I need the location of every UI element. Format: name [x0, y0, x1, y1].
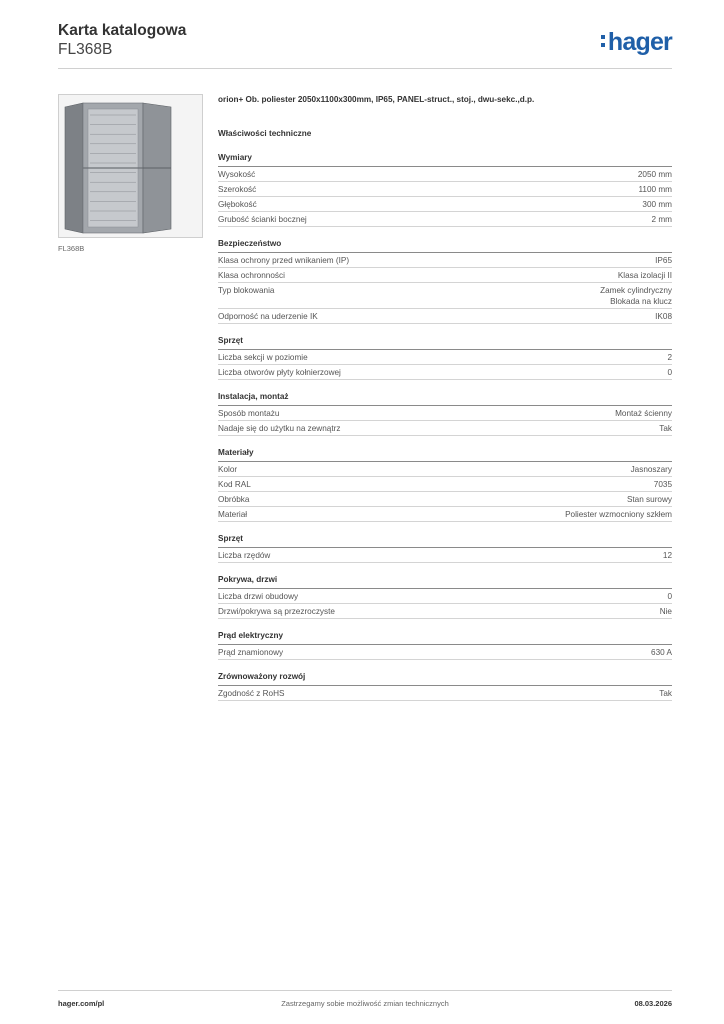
spec-section — [218, 238, 672, 324]
spec-row — [218, 365, 672, 380]
spec-value-line: 7035 — [653, 479, 672, 489]
spec-section — [218, 574, 672, 619]
spec-row — [218, 309, 672, 324]
spec-value-line: 300 mm — [642, 199, 672, 209]
footer-note: Zastrzegamy sobie możliwość zmian technicznych — [281, 999, 449, 1008]
image-caption: FL368B — [58, 244, 85, 253]
spec-value — [667, 352, 672, 363]
cabinet-illustration-icon — [59, 95, 202, 237]
spec-value — [600, 285, 672, 307]
spec-row — [218, 604, 672, 619]
spec-value-line: 0 — [667, 591, 672, 601]
spec-label: Obróbka — [218, 494, 250, 504]
spec-section — [218, 630, 672, 660]
spec-label: Klasa ochronności — [218, 270, 285, 280]
page-footer — [58, 990, 672, 1011]
spec-label: Liczba otworów płyty kołnierzowej — [218, 367, 341, 377]
spec-row — [218, 167, 672, 182]
spec-label: Drzwi/pokrywa są przezroczyste — [218, 606, 335, 616]
spec-value-line: Stan surowy — [626, 494, 672, 504]
spec-value-line: Blokada na klucz — [610, 296, 672, 306]
spec-section — [218, 335, 672, 380]
spec-row — [218, 589, 672, 604]
section-title: Wymiary — [218, 152, 672, 167]
product-description: orion+ Ob. poliester 2050x1100x300mm, IP65, PANEL-struct., stoj., dwu-sekc.,d.p. — [218, 95, 535, 104]
spec-label: Liczba drzwi obudowy — [218, 591, 299, 601]
spec-value — [660, 606, 672, 617]
spec-value-line: 0 — [667, 367, 672, 377]
section-title: Sprzęt — [218, 335, 672, 350]
footer-website: hager.com/pl — [58, 999, 105, 1008]
spec-value-line: Zamek cylindryczny — [600, 285, 672, 295]
spec-label: Odporność na uderzenie IK — [218, 311, 318, 321]
section-title: Bezpieczeństwo — [218, 238, 672, 253]
spec-value-line: 630 A — [651, 647, 672, 657]
spec-label: Nadaje się do użytku na zewnątrz — [218, 423, 341, 433]
spec-value-line: Jasnoszary — [630, 464, 672, 474]
spec-row — [218, 492, 672, 507]
spec-label: Sposób montażu — [218, 408, 280, 418]
spec-value-line: Klasa izolacji II — [617, 270, 672, 280]
spec-value-line: 2 mm — [651, 214, 672, 224]
spec-value-line: 2050 mm — [637, 169, 672, 179]
spec-value — [652, 214, 672, 225]
spec-label: Prąd znamionowy — [218, 647, 284, 657]
spec-value-line: 2 — [667, 352, 672, 362]
spec-label: Głębokość — [218, 199, 257, 209]
section-title: Pokrywa, drzwi — [218, 574, 672, 589]
properties-heading: Właściwości techniczne — [218, 129, 312, 138]
footer-date: 08.03.2026 — [634, 999, 672, 1008]
spec-label: Klasa ochrony przed wnikaniem (IP) — [218, 255, 350, 265]
spec-label: Materiał — [218, 509, 248, 519]
spec-section — [218, 533, 672, 563]
spec-value — [615, 408, 672, 419]
spec-row — [218, 507, 672, 522]
logo-dots-icon — [601, 33, 606, 48]
page-header — [58, 22, 672, 70]
spec-row — [218, 645, 672, 660]
spec-value — [654, 479, 672, 490]
properties-sections — [218, 152, 672, 701]
spec-value — [642, 199, 672, 210]
spec-row — [218, 421, 672, 436]
spec-label: Liczba sekcji w poziomie — [218, 352, 308, 362]
spec-value — [667, 367, 672, 378]
spec-value — [651, 647, 672, 658]
section-title: Materiały — [218, 447, 672, 462]
spec-value — [655, 311, 672, 322]
spec-value — [565, 509, 672, 520]
header-divider — [58, 68, 672, 69]
spec-row — [218, 462, 672, 477]
hager-logo — [601, 28, 672, 56]
spec-row — [218, 212, 672, 227]
product-code: FL368B — [58, 41, 113, 58]
spec-value — [618, 270, 672, 281]
spec-value-line: Montaż ścienny — [615, 408, 672, 418]
spec-value — [631, 464, 672, 475]
spec-value — [659, 423, 672, 434]
spec-row — [218, 197, 672, 212]
product-image — [58, 94, 203, 238]
spec-label: Szerokość — [218, 184, 257, 194]
spec-value-line: Tak — [659, 423, 672, 433]
spec-value — [655, 255, 672, 266]
section-title: Prąd elektryczny — [218, 630, 672, 645]
spec-value — [667, 591, 672, 602]
spec-value — [627, 494, 672, 505]
spec-label: Liczba rzędów — [218, 550, 271, 560]
spec-section — [218, 447, 672, 522]
spec-value — [638, 169, 672, 180]
spec-value — [663, 550, 672, 561]
spec-section — [218, 391, 672, 436]
spec-value-line: Nie — [659, 606, 672, 616]
spec-row — [218, 477, 672, 492]
document-title: Karta katalogowa — [58, 22, 187, 39]
spec-value-line: Poliester wzmocniony szkłem — [565, 509, 672, 519]
section-title: Sprzęt — [218, 533, 672, 548]
spec-row — [218, 686, 672, 701]
spec-label: Kod RAL — [218, 479, 251, 489]
spec-row — [218, 548, 672, 563]
spec-label: Typ blokowania — [218, 285, 275, 295]
spec-section — [218, 671, 672, 701]
spec-row — [218, 253, 672, 268]
spec-value — [659, 688, 672, 699]
spec-value-line: 1100 mm — [638, 184, 672, 194]
spec-label: Zgodność z RoHS — [218, 688, 285, 698]
spec-value-line: IP65 — [655, 255, 672, 265]
spec-label: Grubość ścianki bocznej — [218, 214, 307, 224]
section-title: Zrównoważony rozwój — [218, 671, 672, 686]
spec-section — [218, 152, 672, 227]
spec-row — [218, 268, 672, 283]
spec-row — [218, 350, 672, 365]
spec-row — [218, 406, 672, 421]
spec-value-line: IK08 — [655, 311, 672, 321]
spec-row — [218, 182, 672, 197]
spec-label: Wysokość — [218, 169, 256, 179]
product-details — [218, 94, 672, 712]
spec-value-line: Tak — [659, 688, 672, 698]
spec-value — [638, 184, 672, 195]
section-title: Instalacja, montaż — [218, 391, 672, 406]
logo-text: hager — [607, 28, 672, 56]
spec-value-line: 12 — [662, 550, 672, 560]
spec-row — [218, 283, 672, 309]
spec-label: Kolor — [218, 464, 238, 474]
